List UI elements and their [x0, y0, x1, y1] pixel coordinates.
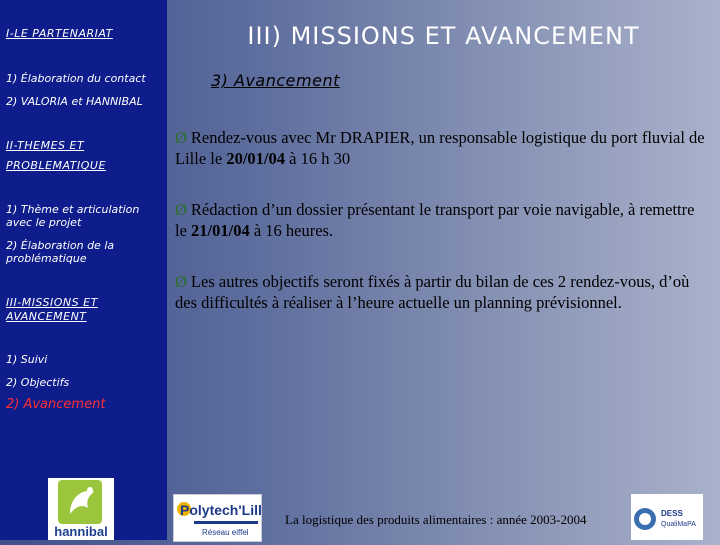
sidebar-item-problematique[interactable]: 2) Élaboration de la problématique — [6, 239, 115, 265]
bullet-text: Rédaction d’un dossier présentant le transport par voie navigable, à remettre le — [175, 200, 695, 240]
sidebar-section-missions-line1[interactable]: III-MISSIONS ET — [6, 296, 98, 309]
sidebar-section-partenariat[interactable]: I-LE PARTENARIAT — [6, 27, 113, 40]
section-subtitle: 3) Avancement — [211, 71, 340, 90]
sidebar-section-missions-line2[interactable]: AVANCEMENT — [6, 310, 87, 323]
bullet-text: Les autres objectifs seront fixés à partir du bilan de ces 2 rendez-vous, d’où des difficultés à réaliser à l’heure actuelle un planning prévisionnel. — [175, 272, 690, 312]
arrow-bullet-icon: Ø — [175, 272, 187, 291]
polytech-logo-graphic — [174, 495, 261, 541]
polytech-logo — [173, 494, 262, 542]
bullet-text-end: à 16 h 30 — [285, 149, 351, 168]
arrow-bullet-icon: Ø — [175, 128, 187, 147]
bullet-objectifs — [175, 271, 705, 313]
footer-caption: La logistique des produits alimentaires : année 2003-2004 — [285, 512, 587, 527]
sidebar-item-valoria[interactable]: 2) VALORIA et HANNIBAL — [6, 95, 143, 108]
bullet-date: 21/01/04 — [191, 221, 250, 240]
sidebar-nav — [0, 0, 167, 540]
page-title: III) MISSIONS ET AVANCEMENT — [247, 22, 640, 50]
sidebar-item-avancement-active[interactable]: 2) Avancement — [6, 397, 106, 412]
sidebar-section-themes-line2[interactable]: PROBLEMATIQUE — [6, 159, 106, 172]
bullet-date: 20/01/04 — [226, 149, 285, 168]
bullet-rendezvous — [175, 127, 705, 169]
sidebar-item-objectifs[interactable]: 2) Objectifs — [6, 376, 70, 389]
arrow-bullet-icon: Ø — [175, 200, 187, 219]
bullet-text-end: à 16 heures. — [249, 221, 334, 240]
bullet-redaction — [175, 199, 705, 241]
hannibal-logo-graphic — [48, 478, 114, 540]
hannibal-logo — [48, 478, 114, 540]
dess-logo — [631, 495, 703, 540]
sidebar-item-contact[interactable]: 1) Élaboration du contact — [6, 72, 146, 85]
sidebar-item-theme[interactable]: 1) Thème et articulation avec le projet — [6, 203, 140, 229]
hannibal-logo-text: hannibal — [54, 524, 108, 539]
dess-logo-graphic — [631, 495, 703, 540]
polytech-logo-subtext: Réseau eiffel — [202, 528, 249, 537]
sidebar-item-suivi[interactable]: 1) Suivi — [6, 353, 48, 366]
bullet-text: Rendez-vous avec Mr DRAPIER, un responsable logistique du port fluvial de Lille le — [175, 128, 705, 168]
dess-logo-text: DESS — [661, 509, 683, 518]
dess-logo-subtext: QualiMaPA — [661, 521, 696, 528]
polytech-logo-text: Polytech'Lille — [180, 502, 261, 518]
sidebar-section-themes-line1[interactable]: II-THEMES ET — [6, 139, 85, 152]
